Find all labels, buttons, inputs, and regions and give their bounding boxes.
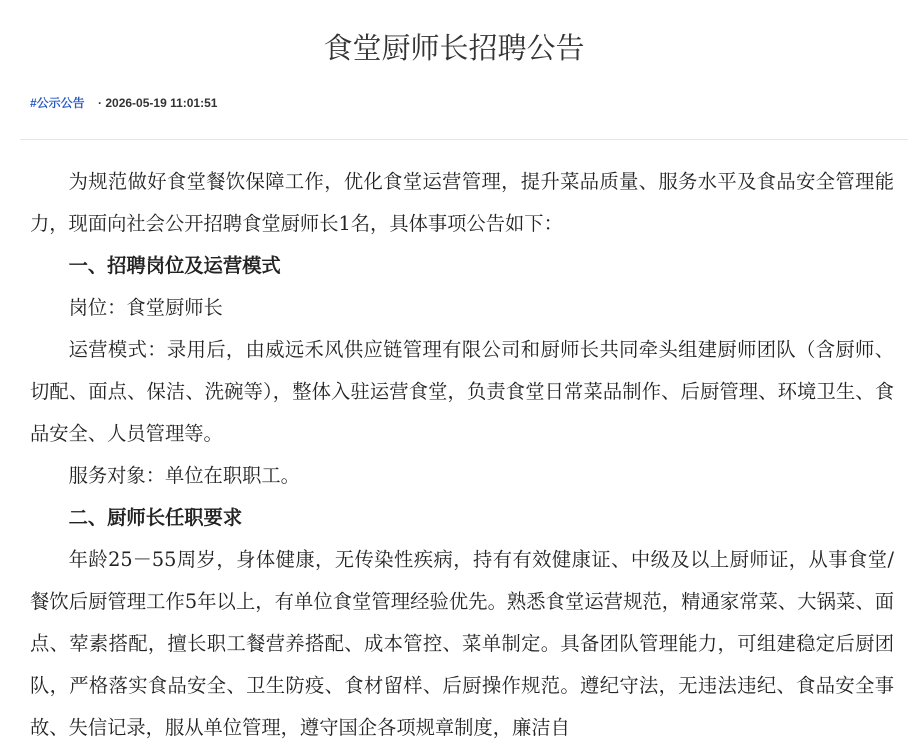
section-heading-requirements: 二、厨师长任职要求	[68, 506, 243, 529]
category-tag-link[interactable]: #公示公告	[30, 96, 85, 110]
article-title: 食堂厨师长招聘公告	[323, 31, 585, 65]
intro-paragraph: 为规范做好食堂餐饮保障工作，优化食堂运营管理，提升菜品质量、服务水平及食品安全管理能力，现面向社会公开招聘食堂厨师长1名，具体事项公告如下：	[30, 170, 894, 235]
position-paragraph: 岗位：食堂厨师长	[68, 296, 223, 319]
service-target-paragraph: 服务对象：单位在职职工。	[68, 464, 300, 487]
publish-datetime: · 2026-05-19 11:01:51	[98, 96, 218, 110]
requirements-paragraph: 年龄25－55周岁，身体健康，无传染性疾病，持有有效健康证、中级及以上厨师证，从事食堂/餐饮后厨管理工作5年以上，有单位食堂管理经验优先。熟悉食堂运营规范，精通家常菜、大锅菜、面点、荤素搭配，擅长职工餐营养搭配、成本管控、菜单制定。具备团队管理能力，可组建稳定后厨团队，严格落实食品安全、卫生防疫、食材留样、后厨操作规范。遵纪守法，无违法违纪、食品安全事故、失信记录，服从单位管理，遵守国企各项规章制度，廉洁自	[30, 548, 894, 739]
section-heading-position: 一、招聘岗位及运营模式	[68, 254, 281, 277]
article-meta	[30, 94, 217, 112]
article-body	[30, 161, 894, 749]
operation-mode-paragraph: 运营模式：录用后，由威远禾风供应链管理有限公司和厨师长共同牵头组建厨师团队（含厨师、切配、面点、保洁、洗碗等），整体入驻运营食堂，负责食堂日常菜品制作、后厨管理、环境卫生、食品安全、人员管理等。	[30, 338, 894, 445]
meta-divider	[20, 139, 908, 140]
